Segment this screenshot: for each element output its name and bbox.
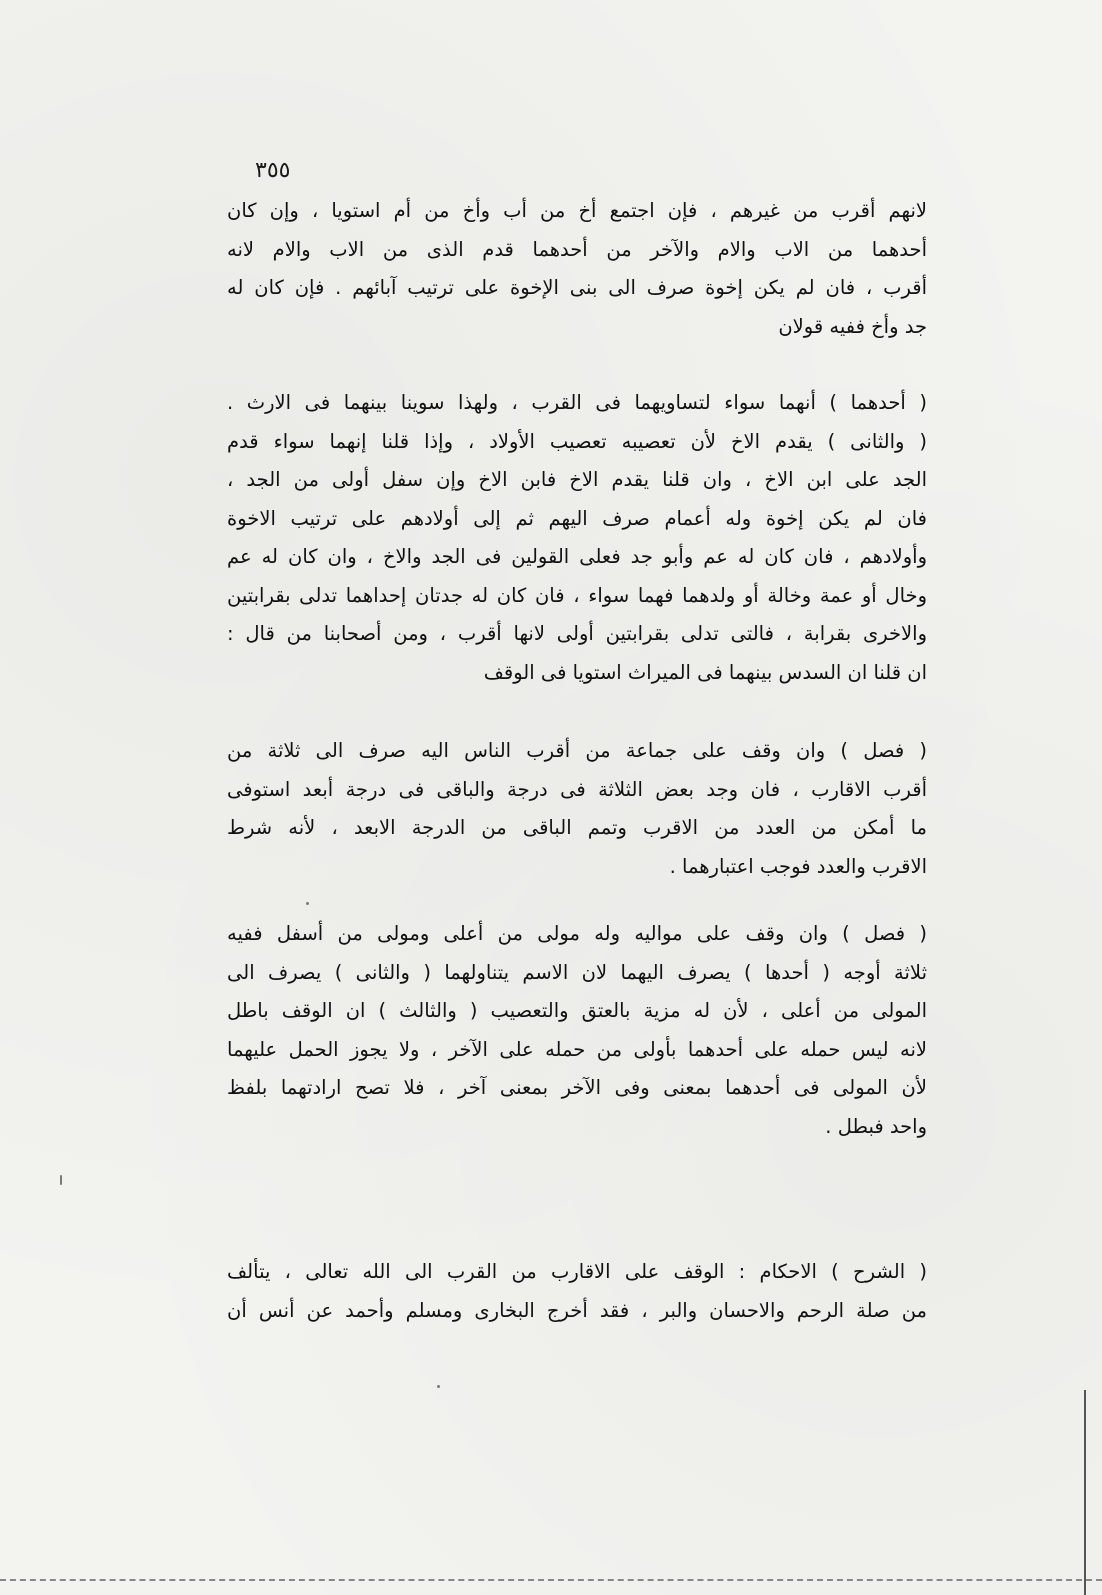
text-line: جد وأخ ففيه قولان bbox=[778, 314, 927, 338]
text-line: ( الشرح ) الاحكام : الوقف على الاقارب من القرب الى الله تعالى ، يتألف bbox=[227, 1260, 927, 1283]
text-line: وخال أو عمة وخالة أو ولدهما فهما سواء ، فان كان له جدتان إحداهما تدلى بقرابتين bbox=[227, 583, 927, 607]
text-line: الجد على ابن الاخ ، وان قلنا يقدم الاخ فابن الاخ وإن سفل أولى من الجد ، bbox=[227, 468, 927, 491]
text-line: المولى من أعلى ، لأن له مزية بالعتق والتعصيب ( والثالث ) ان الوقف باطل bbox=[227, 999, 927, 1022]
text-line: ( فصل ) وان وقف على مواليه وله مولى من أعلى ومولى من أسفل ففيه bbox=[227, 922, 927, 945]
page-number: ٣٥٥ bbox=[255, 158, 291, 183]
text-line: أقرب ، فان لم يكن إخوة صرف الى بنى الإخوة على ترتيب آبائهم . فإن كان له bbox=[227, 276, 927, 299]
text-line: فان لم يكن إخوة وله أعمام صرف اليهم ثم إلى أولادهم على ترتيب الاخوة bbox=[227, 506, 927, 530]
text-line: من صلة الرحم والاحسان والبر ، فقد أخرج البخارى ومسلم وأحمد عن أنس أن bbox=[227, 1298, 927, 1322]
text-line: وأولادهم ، فان كان له عم وأبو جد فعلى القولين فى الجد والاخ ، وان كان له عم bbox=[227, 545, 927, 568]
text-line: الاقرب والعدد فوجب اعتبارهما . bbox=[669, 854, 927, 878]
scan-edge-line bbox=[1084, 1390, 1086, 1595]
text-line: ( فصل ) وان وقف على جماعة من أقرب الناس اليه صرف الى ثلاثة من bbox=[227, 739, 927, 762]
ink-speck bbox=[60, 1175, 62, 1185]
paragraph-4 bbox=[227, 915, 927, 1146]
ink-speck bbox=[437, 1385, 440, 1388]
paragraph-3 bbox=[227, 732, 927, 886]
text-line: ( والثانى ) يقدم الاخ لأن تعصيبه تعصيب الأولاد ، وإذا قلنا إنهما سواء قدم bbox=[227, 429, 927, 453]
text-line: لانه ليس حمله على أحدهما بأولى من حمله على الآخر ، ولا يجوز الحمل عليهما bbox=[227, 1037, 927, 1061]
paragraph-2 bbox=[227, 384, 927, 692]
text-line: ما أمكن من العدد من الاقرب وتمم الباقى من الدرجة الابعد ، لأنه شرط bbox=[227, 816, 927, 839]
commentary-paragraph bbox=[227, 1253, 927, 1330]
text-line: أقرب الاقارب ، فان وجد بعض الثلاثة فى درجة والباقى فى درجة أبعد استوفى bbox=[227, 777, 927, 801]
text-line: والاخرى بقرابة ، فالتى تدلى بقرابتين أولى لانها أقرب ، ومن أصحابنا من قال : bbox=[227, 622, 927, 645]
text-line: لأن المولى فى أحدهما بمعنى وفى الآخر بمعنى آخر ، فلا تصح ارادتهما بلفظ bbox=[227, 1076, 927, 1099]
text-line: ان قلنا ان السدس بينهما فى الميراث استويا فى الوقف bbox=[483, 660, 927, 684]
text-line: لانهم أقرب من غيرهم ، فإن اجتمع أخ من أب وأخ من أم استويا ، وإن كان bbox=[227, 199, 927, 222]
paragraph-1 bbox=[227, 192, 927, 346]
text-line: ( أحدهما ) أنهما سواء لتساويهما فى القرب ، ولهذا سوينا بينهما فى الارث . bbox=[227, 391, 927, 414]
text-line: واحد فبطل . bbox=[825, 1114, 927, 1138]
text-line: أحدهما من الاب والام والآخر من أحدهما قدم الذى من الاب والام لانه bbox=[227, 237, 927, 261]
text-line: ثلاثة أوجه ( أحدها ) يصرف اليهما لان الاسم يتناولهما ( والثانى ) يصرف الى bbox=[227, 960, 927, 984]
ink-speck bbox=[306, 902, 309, 905]
scan-bottom-edge bbox=[0, 1579, 1102, 1581]
